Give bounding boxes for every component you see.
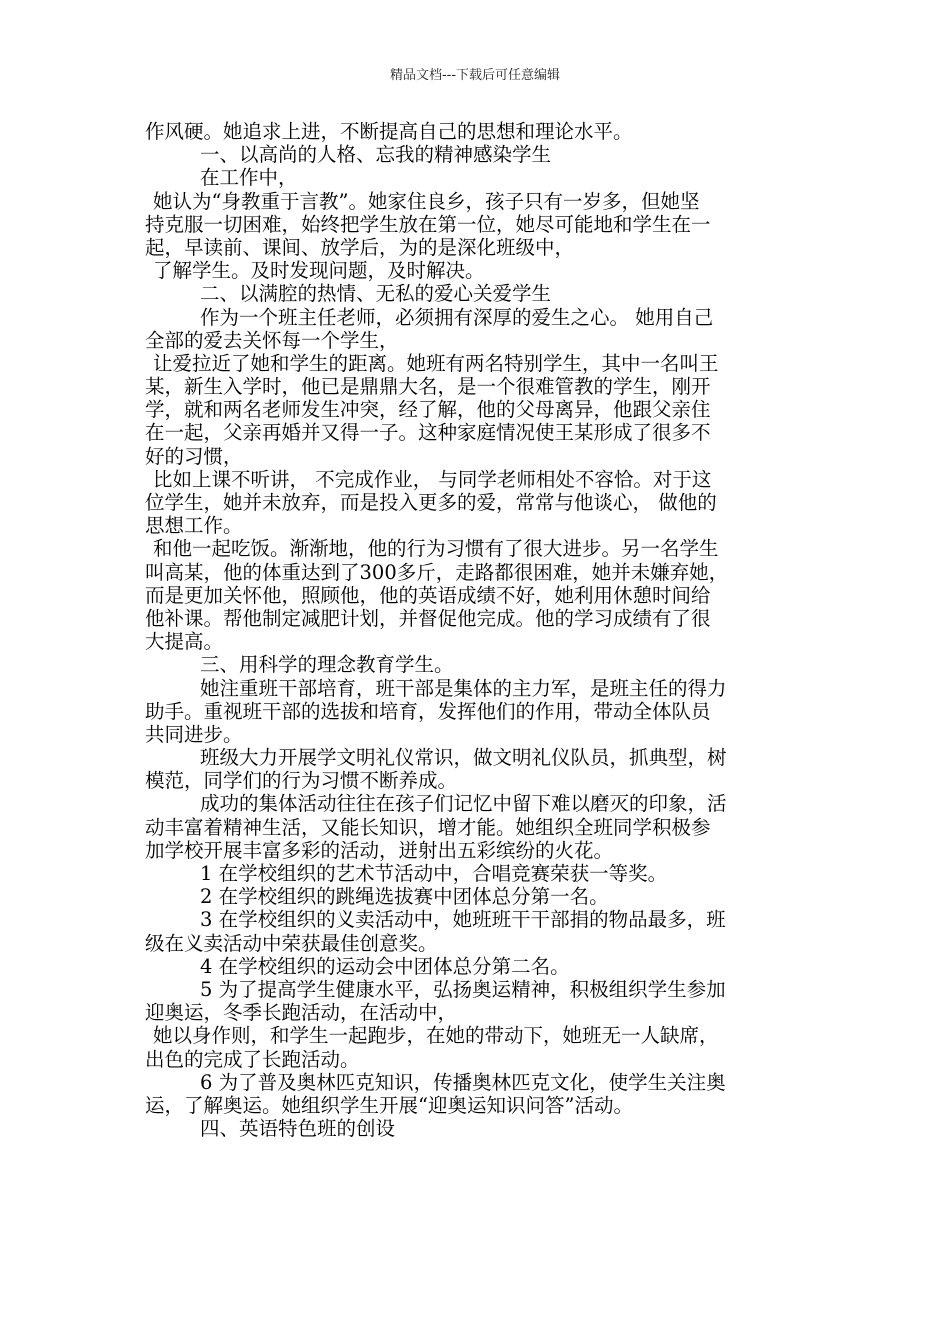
text-line: 共同进步。: [145, 722, 243, 746]
text-line: 1 在学校组织的艺术节活动中，合唱竞赛荣获一等奖。: [200, 862, 668, 885]
text-line: 2 在学校组织的跳绳选拔赛中团体总分第一名。: [200, 885, 609, 909]
text-line: 作风硬。她追求上进，不断提高自己的思想和理论水平。: [145, 120, 633, 143]
text-line: 作为一个班主任老师，必须拥有深厚的爱生之心。 她用自己: [200, 305, 714, 329]
text-line: 而是更加关怀他，照顾他，他的英语成绩不好，她利用休憩时间给: [145, 583, 711, 607]
text-line: 学，就和两名老师发生冲突，经了解，他的父母离异，他跟父亲住: [145, 398, 711, 422]
text-line: 三、用科学的理念教育学生。: [200, 653, 454, 677]
text-line: 成功的集体活动往往在孩子们记忆中留下难以磨灭的印象，活: [200, 792, 727, 816]
text-line: 6 为了普及奥林匹克知识，传播奥林匹克文化，使学生关注奥: [200, 1070, 726, 1094]
text-line: 她认为“身教重于言教”。她家住良乡，孩子只有一岁多，但她坚: [153, 189, 700, 213]
text-line: 班级大力开展学文明礼仪常识，做文明礼仪队员，抓典型，树: [200, 746, 727, 770]
text-line: 动丰富着精神生活，又能长知识，增才能。她组织全班同学积极参: [145, 815, 711, 839]
text-line: 助手。重视班干部的选拔和培育，发挥他们的作用，带动全体队员: [145, 699, 711, 723]
text-line: 迎奥运，冬季长跑活动，在活动中，: [145, 1001, 458, 1025]
text-line: 4 在学校组织的运动会中团体总分第二名。: [200, 954, 570, 978]
text-line: 5 为了提高学生健康水平，弘扬奥运精神，积极组织学生参加: [200, 977, 726, 1001]
text-line: 起，早读前、课间、放学后，为的是深化班级中，: [145, 235, 575, 259]
text-line: 在一起，父亲再婚并又得一子。这种家庭情况使王某形成了很多不: [145, 421, 711, 445]
text-line: 3 在学校组织的义卖活动中，她班班干干部捐的物品最多，班: [200, 908, 726, 932]
text-line: 她注重班干部培育，班干部是集体的主力军，是班主任的得力: [200, 676, 727, 700]
text-line: 在工作中，: [200, 166, 298, 190]
text-line: 持克服一切困难，始终把学生放在第一位，她尽可能地和学生在一: [145, 212, 711, 236]
text-line: 思想工作。: [145, 514, 243, 538]
text-line: 了解学生。及时发现问题，及时解决。: [153, 259, 485, 283]
text-line: 模范，同学们的行为习惯不断养成。: [145, 769, 458, 793]
text-line: 让爱拉近了她和学生的距离。她班有两名特别学生，其中一名叫王: [153, 351, 719, 375]
text-line: 和他一起吃饭。渐渐地，他的行为习惯有了很大进步。另一名学生: [153, 537, 719, 561]
text-line: 他补课。帮他制定减肥计划，并督促他完成。他的学习成绩有了很: [145, 606, 711, 630]
text-line: 叫高某，他的体重达到了300多斤，走路都很困难，她并未嫌弃她，: [145, 560, 729, 584]
text-line: 某，新生入学时，他已是鼎鼎大名，是一个很难管教的学生，刚开: [145, 375, 711, 399]
text-line: 运，了解奥运。她组织学生开展“迎奥运知识问答”活动。: [145, 1093, 633, 1117]
text-line: 二、以满腔的热情、无私的爱心关爱学生: [200, 282, 552, 306]
page-header: 精品文档---下载后可任意编辑: [389, 68, 561, 83]
document-body: [145, 120, 825, 1140]
text-line: 出色的完成了长跑活动。: [145, 1047, 360, 1071]
text-line: 级在义卖活动中荣获最佳创意奖。: [145, 931, 438, 955]
text-line: 加学校开展丰富多彩的活动，迸射出五彩缤纷的火花。: [145, 838, 614, 862]
text-line: 她以身作则，和学生一起跑步，在她的带动下，她班无一人缺席，: [153, 1024, 719, 1048]
text-line: 全部的爱去关怀每一个学生，: [145, 328, 399, 352]
text-line: 比如上课不听讲， 不完成作业， 与同学老师相处不容恰。对于这: [153, 467, 712, 491]
text-line: 一、以高尚的人格、忘我的精神感染学生: [200, 143, 552, 167]
text-line: 位学生，她并未放弃，而是投入更多的爱，常常与他谈心， 做他的: [145, 491, 717, 514]
text-line: 大提高。: [145, 630, 224, 654]
text-line: 好的习惯，: [145, 444, 243, 468]
text-line: 四、英语特色班的创设: [200, 1117, 396, 1141]
